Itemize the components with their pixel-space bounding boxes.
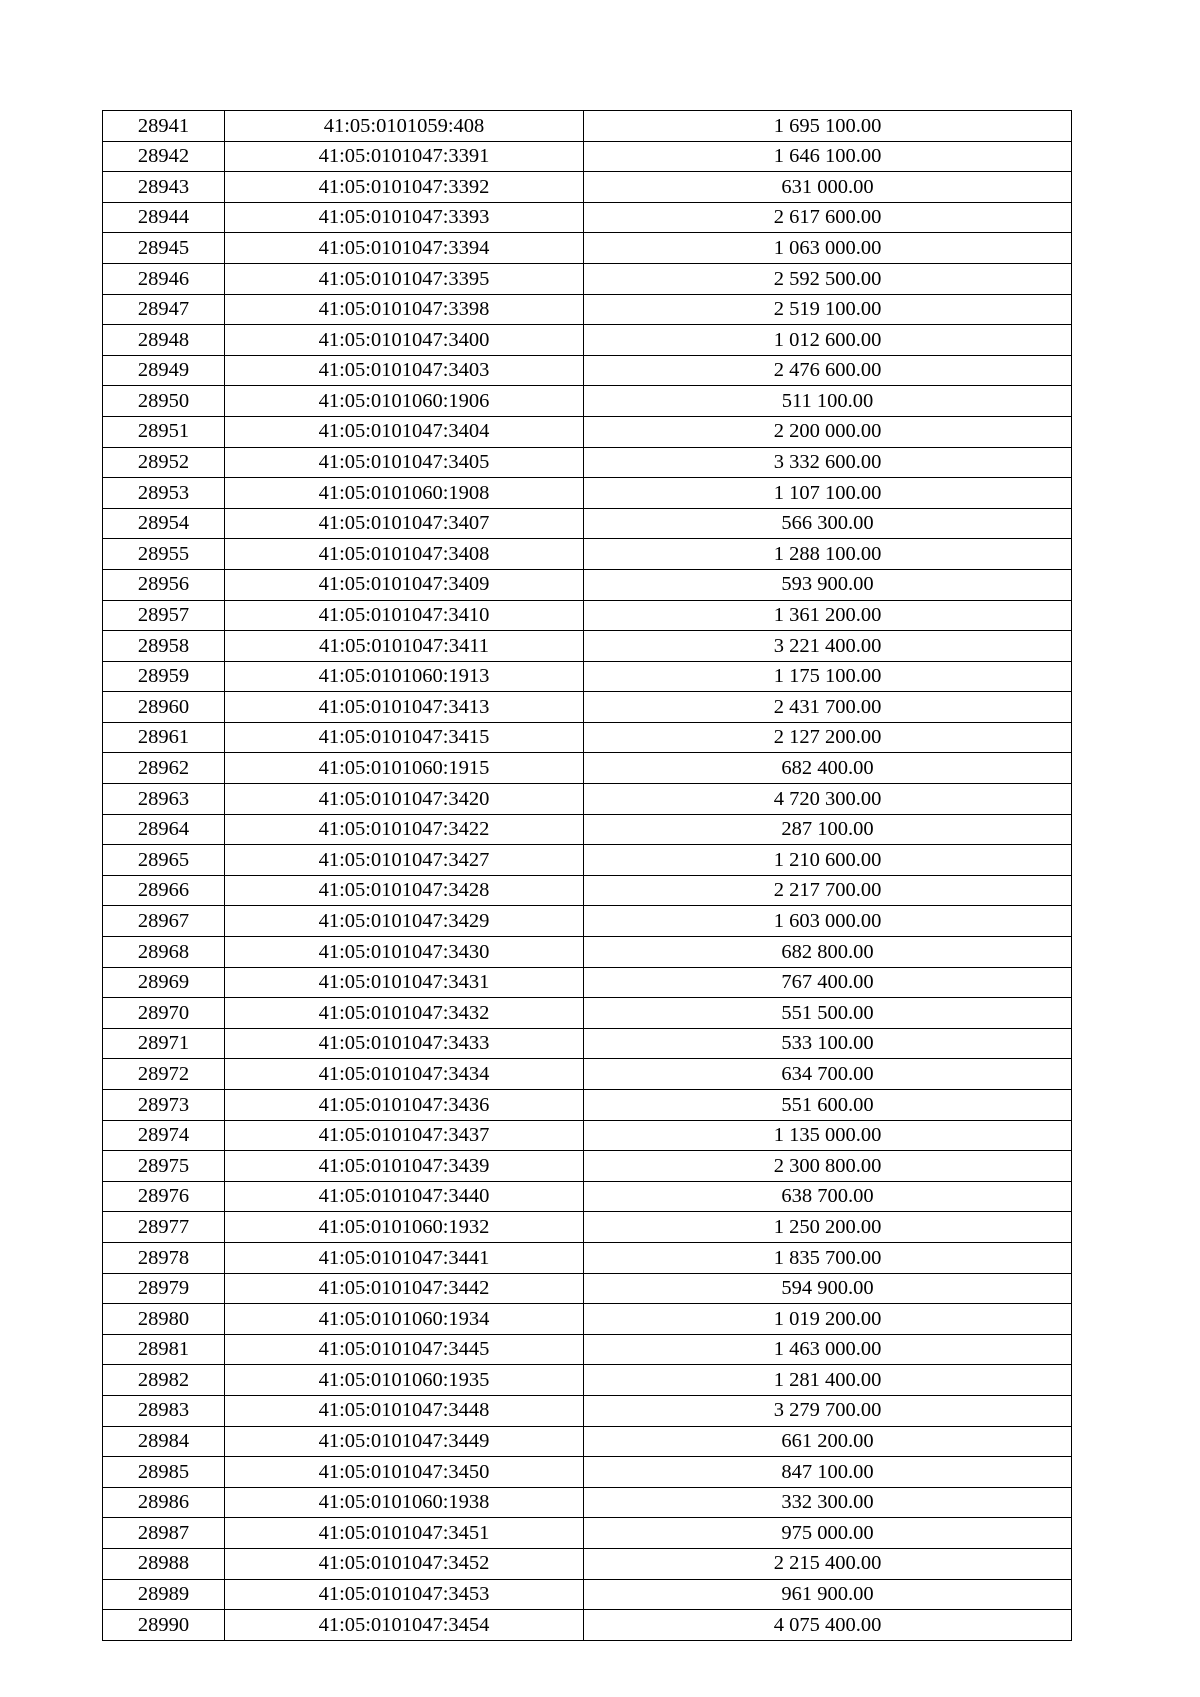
row-number-cell: 28943 [103, 172, 225, 203]
row-number-cell: 28965 [103, 845, 225, 876]
table-row [103, 753, 1072, 784]
row-number-cell: 28951 [103, 416, 225, 447]
table-row [103, 967, 1072, 998]
table-row [103, 508, 1072, 539]
cadastral-value-cell: 2 127 200.00 [584, 722, 1072, 753]
table-row [103, 263, 1072, 294]
cadastral-number-cell: 41:05:0101060:1913 [225, 661, 584, 692]
cadastral-value-cell: 1 695 100.00 [584, 111, 1072, 142]
table-row [103, 1212, 1072, 1243]
table-row [103, 631, 1072, 662]
table-row [103, 172, 1072, 203]
row-number-cell: 28972 [103, 1059, 225, 1090]
row-number-cell: 28963 [103, 784, 225, 815]
cadastral-number-cell: 41:05:0101047:3429 [225, 906, 584, 937]
cadastral-value-cell: 1 210 600.00 [584, 845, 1072, 876]
cadastral-value-cell: 2 431 700.00 [584, 692, 1072, 723]
cadastral-number-cell: 41:05:0101047:3441 [225, 1242, 584, 1273]
cadastral-value-cell: 287 100.00 [584, 814, 1072, 845]
table-row [103, 661, 1072, 692]
cadastral-value-cell: 1 281 400.00 [584, 1365, 1072, 1396]
row-number-cell: 28975 [103, 1151, 225, 1182]
table-row [103, 294, 1072, 325]
row-number-cell: 28980 [103, 1304, 225, 1335]
table-row [103, 1090, 1072, 1121]
cadastral-value-cell: 3 279 700.00 [584, 1395, 1072, 1426]
cadastral-value-cell: 1 835 700.00 [584, 1242, 1072, 1273]
cadastral-value-cell: 1 361 200.00 [584, 600, 1072, 631]
cadastral-value-cell: 634 700.00 [584, 1059, 1072, 1090]
cadastral-value-cell: 551 500.00 [584, 998, 1072, 1029]
row-number-cell: 28949 [103, 355, 225, 386]
table-row [103, 1365, 1072, 1396]
cadastral-value-cell: 1 646 100.00 [584, 141, 1072, 172]
table-row [103, 1334, 1072, 1365]
cadastral-number-cell: 41:05:0101047:3428 [225, 875, 584, 906]
table-row [103, 1028, 1072, 1059]
cadastral-value-cell: 1 603 000.00 [584, 906, 1072, 937]
table-row [103, 141, 1072, 172]
row-number-cell: 28973 [103, 1090, 225, 1121]
cadastral-value-cell: 2 300 800.00 [584, 1151, 1072, 1182]
table-row [103, 600, 1072, 631]
row-number-cell: 28989 [103, 1579, 225, 1610]
cadastral-number-cell: 41:05:0101059:408 [225, 111, 584, 142]
row-number-cell: 28954 [103, 508, 225, 539]
cadastral-value-cell: 1 288 100.00 [584, 539, 1072, 570]
table-row [103, 325, 1072, 356]
cadastral-number-cell: 41:05:0101047:3395 [225, 263, 584, 294]
cadastral-number-cell: 41:05:0101047:3408 [225, 539, 584, 570]
row-number-cell: 28985 [103, 1457, 225, 1488]
table-row [103, 1548, 1072, 1579]
table-row [103, 355, 1072, 386]
row-number-cell: 28974 [103, 1120, 225, 1151]
row-number-cell: 28968 [103, 937, 225, 968]
table-row [103, 447, 1072, 478]
cadastral-number-cell: 41:05:0101047:3391 [225, 141, 584, 172]
cadastral-value-cell: 682 800.00 [584, 937, 1072, 968]
table-row [103, 233, 1072, 264]
table-row [103, 539, 1072, 570]
table-body [103, 111, 1072, 1641]
cadastral-value-cell: 1 107 100.00 [584, 478, 1072, 509]
cadastral-number-cell: 41:05:0101060:1938 [225, 1487, 584, 1518]
row-number-cell: 28987 [103, 1518, 225, 1549]
row-number-cell: 28984 [103, 1426, 225, 1457]
table-row [103, 1242, 1072, 1273]
row-number-cell: 28988 [103, 1548, 225, 1579]
cadastral-value-cell: 3 332 600.00 [584, 447, 1072, 478]
row-number-cell: 28957 [103, 600, 225, 631]
row-number-cell: 28983 [103, 1395, 225, 1426]
row-number-cell: 28990 [103, 1610, 225, 1641]
cadastral-value-cell: 551 600.00 [584, 1090, 1072, 1121]
cadastral-value-cell: 2 617 600.00 [584, 202, 1072, 233]
table-row [103, 784, 1072, 815]
cadastral-value-cell: 511 100.00 [584, 386, 1072, 417]
row-number-cell: 28961 [103, 722, 225, 753]
table-row [103, 906, 1072, 937]
row-number-cell: 28976 [103, 1181, 225, 1212]
row-number-cell: 28986 [103, 1487, 225, 1518]
row-number-cell: 28941 [103, 111, 225, 142]
cadastral-value-cell: 638 700.00 [584, 1181, 1072, 1212]
cadastral-number-cell: 41:05:0101047:3430 [225, 937, 584, 968]
table-row [103, 1487, 1072, 1518]
row-number-cell: 28971 [103, 1028, 225, 1059]
cadastral-number-cell: 41:05:0101047:3452 [225, 1548, 584, 1579]
cadastral-number-cell: 41:05:0101047:3436 [225, 1090, 584, 1121]
cadastral-value-cell: 3 221 400.00 [584, 631, 1072, 662]
cadastral-value-cell: 961 900.00 [584, 1579, 1072, 1610]
row-number-cell: 28958 [103, 631, 225, 662]
cadastral-value-table [102, 110, 1072, 1641]
cadastral-number-cell: 41:05:0101047:3407 [225, 508, 584, 539]
table-row [103, 1395, 1072, 1426]
row-number-cell: 28982 [103, 1365, 225, 1396]
cadastral-number-cell: 41:05:0101060:1935 [225, 1365, 584, 1396]
cadastral-value-cell: 975 000.00 [584, 1518, 1072, 1549]
table-row [103, 1273, 1072, 1304]
row-number-cell: 28942 [103, 141, 225, 172]
cadastral-value-cell: 1 175 100.00 [584, 661, 1072, 692]
cadastral-value-cell: 2 200 000.00 [584, 416, 1072, 447]
table-row [103, 1457, 1072, 1488]
cadastral-number-cell: 41:05:0101047:3392 [225, 172, 584, 203]
row-number-cell: 28946 [103, 263, 225, 294]
row-number-cell: 28944 [103, 202, 225, 233]
table-row [103, 202, 1072, 233]
table-row [103, 569, 1072, 600]
table-row [103, 692, 1072, 723]
cadastral-value-cell: 1 063 000.00 [584, 233, 1072, 264]
table-row [103, 478, 1072, 509]
row-number-cell: 28966 [103, 875, 225, 906]
cadastral-number-cell: 41:05:0101047:3427 [225, 845, 584, 876]
cadastral-number-cell: 41:05:0101047:3415 [225, 722, 584, 753]
cadastral-number-cell: 41:05:0101060:1906 [225, 386, 584, 417]
row-number-cell: 28955 [103, 539, 225, 570]
table-row [103, 1151, 1072, 1182]
cadastral-value-cell: 767 400.00 [584, 967, 1072, 998]
row-number-cell: 28964 [103, 814, 225, 845]
row-number-cell: 28959 [103, 661, 225, 692]
cadastral-value-cell: 594 900.00 [584, 1273, 1072, 1304]
cadastral-number-cell: 41:05:0101060:1934 [225, 1304, 584, 1335]
cadastral-value-cell: 2 476 600.00 [584, 355, 1072, 386]
cadastral-number-cell: 41:05:0101047:3404 [225, 416, 584, 447]
row-number-cell: 28947 [103, 294, 225, 325]
table-row [103, 1181, 1072, 1212]
table-row [103, 722, 1072, 753]
row-number-cell: 28970 [103, 998, 225, 1029]
row-number-cell: 28952 [103, 447, 225, 478]
cadastral-number-cell: 41:05:0101047:3448 [225, 1395, 584, 1426]
row-number-cell: 28967 [103, 906, 225, 937]
cadastral-number-cell: 41:05:0101047:3409 [225, 569, 584, 600]
cadastral-number-cell: 41:05:0101047:3437 [225, 1120, 584, 1151]
cadastral-value-cell: 593 900.00 [584, 569, 1072, 600]
cadastral-number-cell: 41:05:0101047:3445 [225, 1334, 584, 1365]
cadastral-value-cell: 682 400.00 [584, 753, 1072, 784]
table-row [103, 416, 1072, 447]
cadastral-number-cell: 41:05:0101060:1908 [225, 478, 584, 509]
cadastral-number-cell: 41:05:0101047:3403 [225, 355, 584, 386]
cadastral-number-cell: 41:05:0101047:3440 [225, 1181, 584, 1212]
cadastral-number-cell: 41:05:0101047:3422 [225, 814, 584, 845]
row-number-cell: 28979 [103, 1273, 225, 1304]
cadastral-number-cell: 41:05:0101047:3410 [225, 600, 584, 631]
cadastral-value-cell: 847 100.00 [584, 1457, 1072, 1488]
cadastral-number-cell: 41:05:0101047:3431 [225, 967, 584, 998]
cadastral-value-cell: 1 250 200.00 [584, 1212, 1072, 1243]
table-row [103, 1579, 1072, 1610]
cadastral-number-cell: 41:05:0101060:1932 [225, 1212, 584, 1243]
table-row [103, 386, 1072, 417]
cadastral-number-cell: 41:05:0101047:3433 [225, 1028, 584, 1059]
cadastral-number-cell: 41:05:0101047:3442 [225, 1273, 584, 1304]
row-number-cell: 28956 [103, 569, 225, 600]
cadastral-number-cell: 41:05:0101047:3434 [225, 1059, 584, 1090]
cadastral-number-cell: 41:05:0101047:3420 [225, 784, 584, 815]
cadastral-number-cell: 41:05:0101047:3405 [225, 447, 584, 478]
table-row [103, 1426, 1072, 1457]
table-row [103, 1518, 1072, 1549]
row-number-cell: 28969 [103, 967, 225, 998]
row-number-cell: 28950 [103, 386, 225, 417]
table-row [103, 937, 1072, 968]
row-number-cell: 28945 [103, 233, 225, 264]
cadastral-number-cell: 41:05:0101047:3394 [225, 233, 584, 264]
cadastral-value-cell: 1 019 200.00 [584, 1304, 1072, 1335]
cadastral-number-cell: 41:05:0101047:3451 [225, 1518, 584, 1549]
cadastral-number-cell: 41:05:0101047:3432 [225, 998, 584, 1029]
table-row [103, 875, 1072, 906]
cadastral-value-cell: 332 300.00 [584, 1487, 1072, 1518]
table-row [103, 814, 1072, 845]
cadastral-number-cell: 41:05:0101047:3450 [225, 1457, 584, 1488]
cadastral-value-cell: 4 720 300.00 [584, 784, 1072, 815]
row-number-cell: 28962 [103, 753, 225, 784]
table-row [103, 1610, 1072, 1641]
cadastral-value-cell: 1 135 000.00 [584, 1120, 1072, 1151]
table-row [103, 111, 1072, 142]
cadastral-value-cell: 2 592 500.00 [584, 263, 1072, 294]
cadastral-number-cell: 41:05:0101047:3439 [225, 1151, 584, 1182]
table-row [103, 1059, 1072, 1090]
table-row [103, 1304, 1072, 1335]
cadastral-value-cell: 533 100.00 [584, 1028, 1072, 1059]
row-number-cell: 28953 [103, 478, 225, 509]
cadastral-value-cell: 661 200.00 [584, 1426, 1072, 1457]
cadastral-number-cell: 41:05:0101047:3454 [225, 1610, 584, 1641]
cadastral-number-cell: 41:05:0101047:3411 [225, 631, 584, 662]
cadastral-value-cell: 566 300.00 [584, 508, 1072, 539]
cadastral-number-cell: 41:05:0101060:1915 [225, 753, 584, 784]
cadastral-value-cell: 1 012 600.00 [584, 325, 1072, 356]
cadastral-number-cell: 41:05:0101047:3398 [225, 294, 584, 325]
cadastral-number-cell: 41:05:0101047:3393 [225, 202, 584, 233]
row-number-cell: 28948 [103, 325, 225, 356]
cadastral-number-cell: 41:05:0101047:3413 [225, 692, 584, 723]
cadastral-value-cell: 4 075 400.00 [584, 1610, 1072, 1641]
cadastral-value-cell: 2 215 400.00 [584, 1548, 1072, 1579]
cadastral-number-cell: 41:05:0101047:3400 [225, 325, 584, 356]
row-number-cell: 28977 [103, 1212, 225, 1243]
table-row [103, 998, 1072, 1029]
cadastral-number-cell: 41:05:0101047:3453 [225, 1579, 584, 1610]
table-row [103, 1120, 1072, 1151]
cadastral-number-cell: 41:05:0101047:3449 [225, 1426, 584, 1457]
cadastral-value-cell: 2 217 700.00 [584, 875, 1072, 906]
cadastral-value-cell: 631 000.00 [584, 172, 1072, 203]
row-number-cell: 28981 [103, 1334, 225, 1365]
row-number-cell: 28978 [103, 1242, 225, 1273]
cadastral-value-cell: 2 519 100.00 [584, 294, 1072, 325]
cadastral-value-cell: 1 463 000.00 [584, 1334, 1072, 1365]
row-number-cell: 28960 [103, 692, 225, 723]
table-row [103, 845, 1072, 876]
